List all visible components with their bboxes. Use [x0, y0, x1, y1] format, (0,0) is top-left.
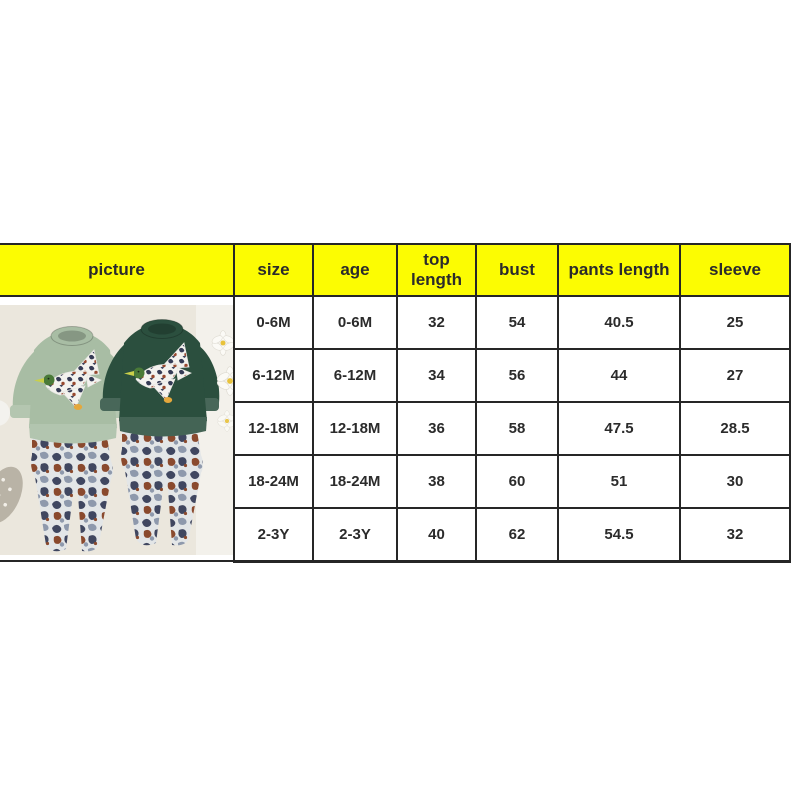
header-row: [0, 244, 790, 296]
cell-age: 2-3Y: [313, 508, 397, 561]
cell-sleeve: 27: [680, 349, 790, 402]
cell-pants-length: 51: [558, 455, 680, 508]
col-header-age: age: [313, 244, 397, 296]
col-header-sleeve: sleeve: [680, 244, 790, 296]
cell-top-length: 34: [397, 349, 476, 402]
cell-top-length: 38: [397, 455, 476, 508]
table-row: [0, 296, 790, 349]
cell-top-length: 32: [397, 296, 476, 349]
cell-size: 0-6M: [234, 296, 313, 349]
cell-sleeve: 28.5: [680, 402, 790, 455]
col-header-top-length: top length: [397, 244, 476, 296]
product-photo-cell: [0, 296, 234, 561]
col-header-size: size: [234, 244, 313, 296]
cell-pants-length: 40.5: [558, 296, 680, 349]
cell-size: 6-12M: [234, 349, 313, 402]
cell-bust: 56: [476, 349, 558, 402]
cell-bust: 60: [476, 455, 558, 508]
cell-sleeve: 25: [680, 296, 790, 349]
cell-age: 12-18M: [313, 402, 397, 455]
cell-top-length: 36: [397, 402, 476, 455]
product-photo-illustration: [0, 305, 233, 555]
col-header-picture: picture: [0, 244, 234, 296]
col-header-pants-length: pants length: [558, 244, 680, 296]
cell-size: 18-24M: [234, 455, 313, 508]
cell-top-length: 40: [397, 508, 476, 561]
size-chart-table: [0, 243, 791, 563]
cell-age: 18-24M: [313, 455, 397, 508]
cell-size: 12-18M: [234, 402, 313, 455]
cell-sleeve: 32: [680, 508, 790, 561]
product-photo: [0, 305, 233, 555]
cell-bust: 58: [476, 402, 558, 455]
cell-pants-length: 44: [558, 349, 680, 402]
cell-sleeve: 30: [680, 455, 790, 508]
cell-age: 0-6M: [313, 296, 397, 349]
cell-bust: 54: [476, 296, 558, 349]
cell-bust: 62: [476, 508, 558, 561]
cell-pants-length: 47.5: [558, 402, 680, 455]
cell-pants-length: 54.5: [558, 508, 680, 561]
col-header-bust: bust: [476, 244, 558, 296]
cell-size: 2-3Y: [234, 508, 313, 561]
cell-age: 6-12M: [313, 349, 397, 402]
